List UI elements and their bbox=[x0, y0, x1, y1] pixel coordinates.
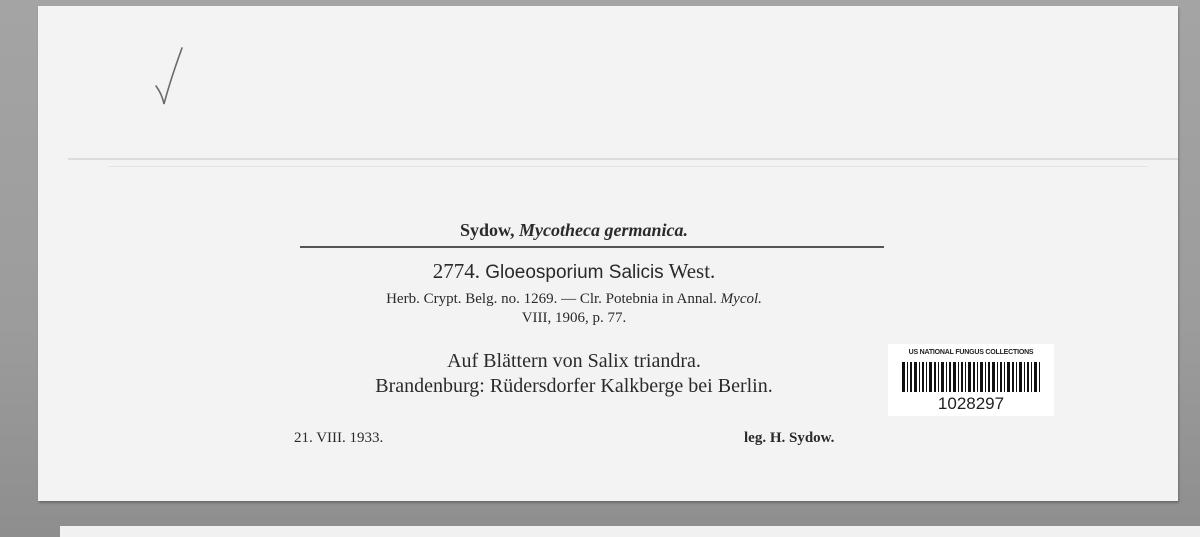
collection-date: 21. VIII. 1933. bbox=[294, 430, 384, 446]
barcode-sticker bbox=[888, 344, 1054, 416]
specimen-number: 2774. bbox=[432, 259, 480, 283]
reference-block bbox=[244, 290, 904, 328]
habitat-block bbox=[244, 349, 904, 399]
title-rule bbox=[300, 246, 884, 248]
printed-label-text bbox=[244, 216, 904, 466]
series-title bbox=[244, 220, 904, 241]
barcode-header: US NATIONAL FUNGUS COLLECTIONS bbox=[908, 349, 1034, 356]
reference-line-1-b: Mycol. bbox=[720, 291, 762, 307]
barcode-icon bbox=[902, 362, 1040, 392]
fold-shadow bbox=[108, 166, 1148, 167]
reference-line-2: VIII, 1906, p. 77. bbox=[521, 310, 627, 326]
reference-line-1 bbox=[244, 290, 904, 309]
species-name: Gloeosporium Salicis bbox=[485, 262, 664, 283]
next-sheet-edge bbox=[60, 526, 1200, 537]
series-name: Mycotheca germanica. bbox=[519, 220, 688, 240]
species-line bbox=[244, 259, 904, 284]
collector: leg. H. Sydow. bbox=[744, 430, 835, 446]
pencil-checkmark-icon bbox=[148, 36, 198, 116]
species-author: West. bbox=[668, 259, 716, 283]
reference-line-1-a: Herb. Crypt. Belg. no. 1269. — Clr. Potebnia in Annal. bbox=[386, 291, 717, 307]
habitat-line-2: Brandenburg: Rüdersdorfer Kalkberge bei Berlin. bbox=[375, 375, 773, 397]
series-author: Sydow, bbox=[459, 220, 515, 240]
habitat-line-1: Auf Blättern von Salix triandra. bbox=[447, 350, 701, 372]
fold-line bbox=[68, 158, 1178, 160]
barcode-number: 1028297 bbox=[937, 394, 1005, 413]
